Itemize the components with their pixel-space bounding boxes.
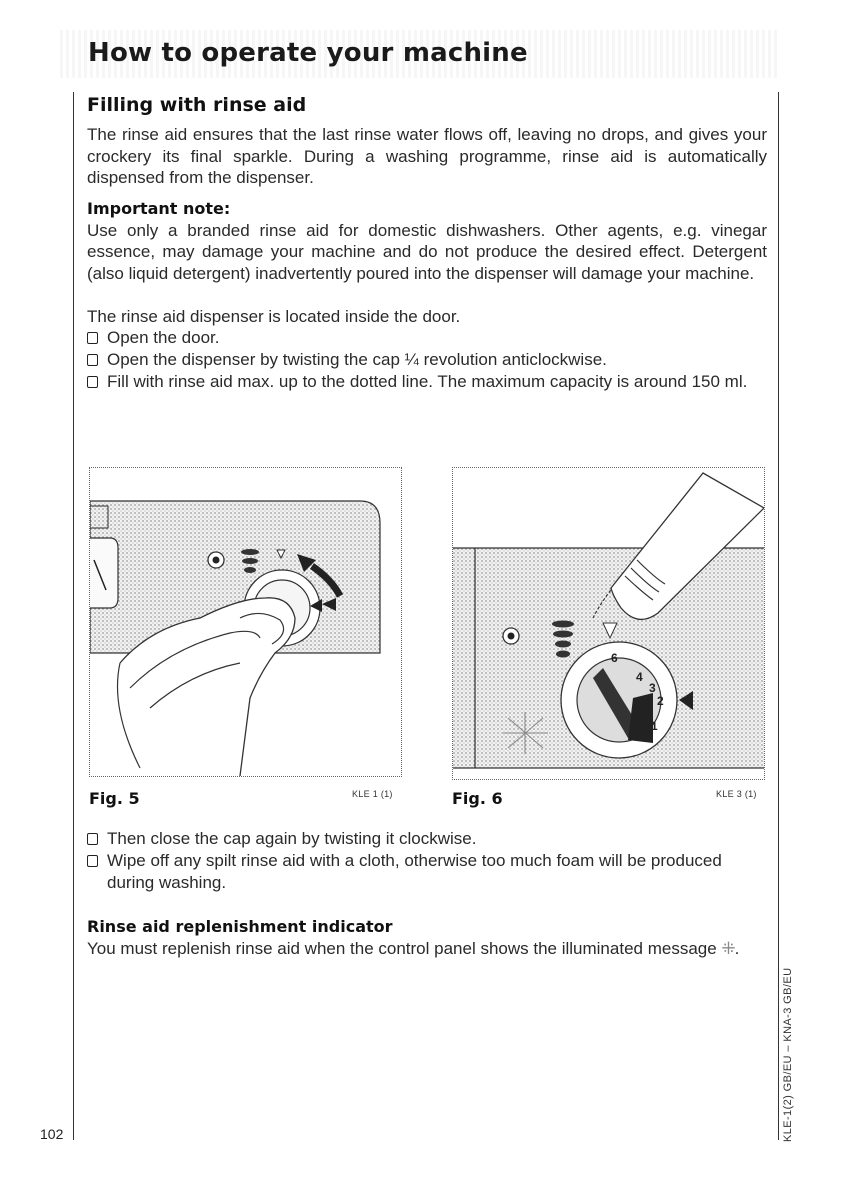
step-item: Fill with rinse aid max. up to the dotted line. The maximum capacity is around 150 ml. xyxy=(87,371,767,393)
intro-paragraph: The rinse aid ensures that the last rinse water flows off, leaving no drops, and gives your crockery its final sparkle. During a washing programme, rinse aid is automatically dispensed from the dispenser. xyxy=(87,125,767,187)
after-steps-list xyxy=(87,828,767,894)
indicator-text: You must replenish rinse aid when the control panel shows the illuminated message ⁜. xyxy=(87,939,740,958)
steps-list xyxy=(87,327,767,393)
checkbox-bullet-icon xyxy=(87,332,98,344)
figure-6-label: Fig. 6 xyxy=(452,789,503,808)
rinse-aid-starburst-icon: ⁜ xyxy=(721,939,735,958)
important-note-heading: Important note: xyxy=(87,198,231,218)
figure-6-code: KLE 3 (1) xyxy=(716,789,757,799)
dial-mark: 6 xyxy=(611,651,618,665)
checkbox-bullet-icon xyxy=(87,855,98,867)
dispenser-location-text: The rinse aid dispenser is located inside the door. xyxy=(87,306,461,326)
dial-mark: 3 xyxy=(649,681,656,695)
page-number: 102 xyxy=(40,1126,64,1142)
checkbox-bullet-icon xyxy=(87,833,98,845)
section-title: Filling with rinse aid xyxy=(87,94,307,116)
figure-6-illustration xyxy=(453,468,764,779)
step-item: Open the dispenser by twisting the cap ¼ revolution anticlockwise. xyxy=(87,349,767,371)
figure-5-illustration xyxy=(90,468,401,776)
left-margin-rule xyxy=(73,92,74,1140)
figure-6 xyxy=(452,467,765,780)
important-note-text: Use only a branded rinse aid for domestic dishwashers. Other agents, e.g. vinegar essence, may damage your machine and do not produce the desired effect. Detergent (also liquid detergent) inadvertently poured into the dispenser will damage your machine. xyxy=(87,220,767,284)
step-item: Then close the cap again by twisting it clockwise. xyxy=(87,828,767,850)
figure-5-label: Fig. 5 xyxy=(89,789,140,808)
figure-5 xyxy=(89,467,402,777)
figure-5-code: KLE 1 (1) xyxy=(352,789,393,799)
document-code: KLE-1(2) GB/EU – KNA-3 GB/EU xyxy=(782,967,794,1142)
indicator-heading: Rinse aid replenishment indicator xyxy=(87,917,393,936)
right-margin-rule xyxy=(778,92,779,1140)
dial-mark: 1 xyxy=(651,719,658,733)
lower-content xyxy=(87,828,767,960)
page-title: How to operate your machine xyxy=(88,38,528,68)
step-item: Open the door. xyxy=(87,327,767,349)
checkbox-bullet-icon xyxy=(87,376,98,388)
dial-mark: 4 xyxy=(636,670,643,684)
dial-mark: 2 xyxy=(657,694,664,708)
main-content xyxy=(87,92,767,393)
checkbox-bullet-icon xyxy=(87,354,98,366)
step-item: Wipe off any spilt rinse aid with a cloth, otherwise too much foam will be produced during washing. xyxy=(87,850,767,894)
